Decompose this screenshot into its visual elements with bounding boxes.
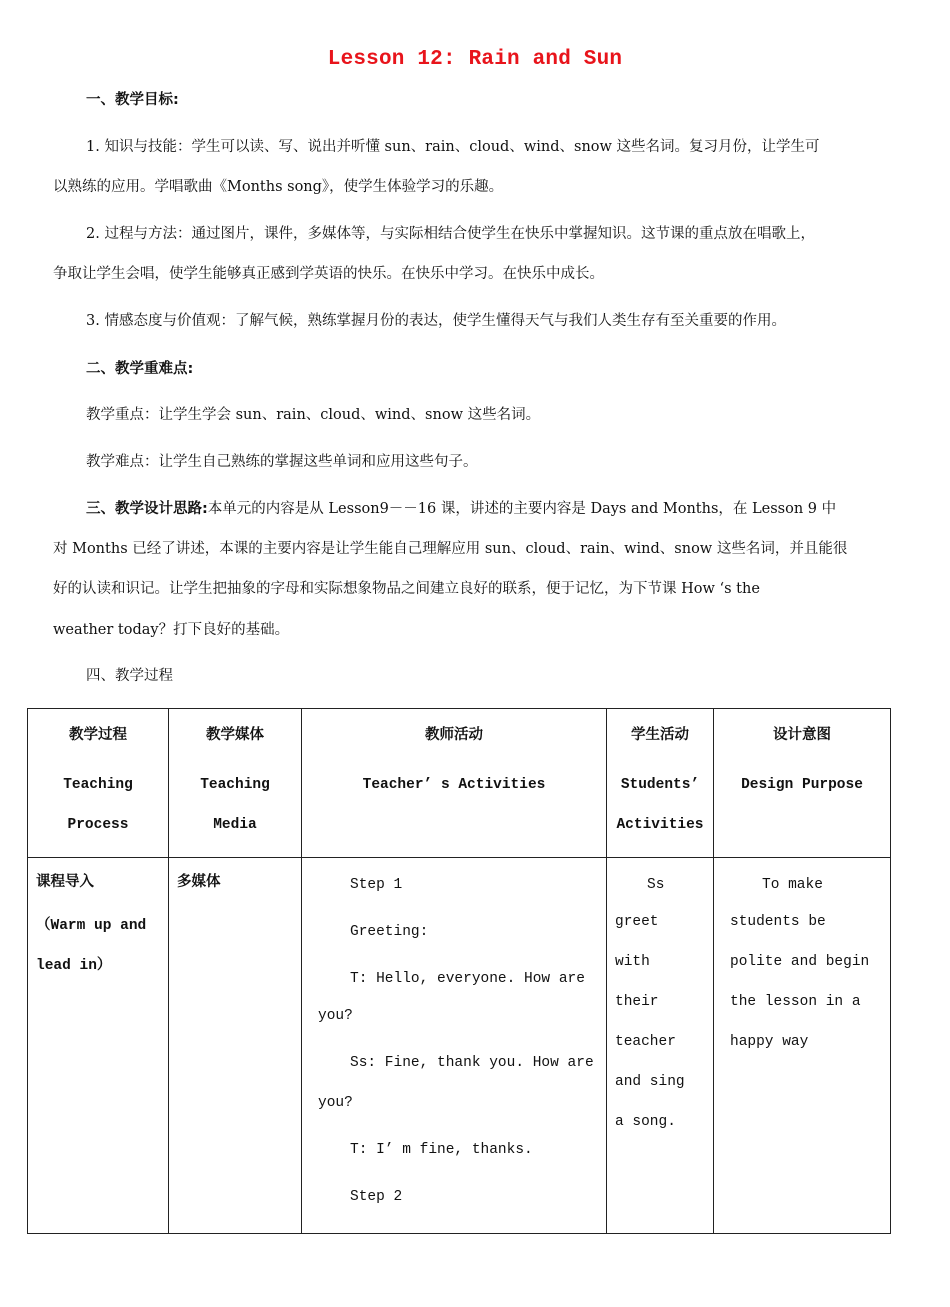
header-media-zh: 教学媒体 (206, 727, 264, 743)
teacher-line: Ss: Fine, thank you. How are (350, 1055, 594, 1071)
purpose-line: students be (730, 914, 826, 930)
teacher-line: Step 2 (350, 1189, 403, 1205)
student-line: Ss (647, 877, 665, 893)
header-teacher-activities (302, 709, 607, 858)
header-process-zh: 教学过程 (69, 727, 127, 743)
section-heading-process: 四、教学过程 (86, 668, 173, 684)
table-header-row (28, 709, 891, 858)
cell-student-activities (607, 858, 714, 1234)
teacher-line: you? (318, 1008, 353, 1024)
section-heading-objectives: 一、教学目标: (86, 92, 179, 108)
objective-3: 3. 情感态度与价值观：了解气候，熟练掌握月份的表达，使学生懂得天气与我们人类生存有至关重要的作用。 (86, 313, 786, 329)
header-teacher-zh: 教师活动 (425, 727, 483, 743)
student-line: and sing (615, 1074, 685, 1090)
page-title: Lesson 12: Rain and Sun (327, 48, 623, 71)
header-teacher-en1: Teacher’ s Activities (362, 777, 546, 793)
cell-teacher-activities (302, 858, 607, 1234)
design-idea-line-4: weather today？打下良好的基础。 (53, 622, 290, 638)
objective-1-line-1: 1. 知识与技能：学生可以读、写、说出并听懂 sun、rain、cloud、wind、snow 这些名词。复习月份，让学生可 (86, 139, 820, 155)
header-teaching-process (28, 709, 169, 858)
design-idea-text-1: 本单元的内容是从 Lesson9－－16 课，讲述的主要内容是 Days and Months，在 Lesson 9 中 (207, 501, 837, 517)
purpose-line: To make (762, 877, 823, 893)
teacher-line: T: Hello, everyone. How are (350, 971, 585, 987)
process-zh: 课程导入 (36, 874, 94, 890)
design-idea-line-1 (86, 497, 836, 518)
section-heading-design-idea: 三、教学设计思路: (86, 501, 208, 517)
header-student-activities (607, 709, 714, 858)
header-purpose-zh: 设计意图 (773, 727, 831, 743)
purpose-line: polite and begin (730, 954, 870, 970)
teacher-line: Step 1 (350, 877, 403, 893)
cell-media (169, 858, 302, 1234)
student-line: their (615, 994, 659, 1010)
student-line: teacher (615, 1034, 676, 1050)
header-purpose-en1: Design Purpose (741, 777, 863, 793)
header-student-en2: Activities (616, 817, 704, 833)
header-process-en1: Teaching (63, 777, 133, 793)
objective-2-line-2: 争取让学生会唱，使学生能够真正感到学英语的快乐。在快乐中学习。在快乐中成长。 (53, 266, 604, 282)
teacher-line: you? (318, 1095, 353, 1111)
process-en-2: lead in） (36, 958, 112, 974)
header-design-purpose (714, 709, 891, 858)
section-heading-key-points: 二、教学重难点: (86, 361, 194, 377)
design-idea-line-3: 好的认读和识记。让学生把抽象的字母和实际想象物品之间建立良好的联系，便于记忆，为下节课 How ‘s the (53, 581, 760, 597)
media-zh: 多媒体 (177, 874, 221, 890)
teaching-process-table (27, 708, 891, 1234)
teacher-line: T: I’ m fine, thanks. (350, 1142, 533, 1158)
cell-design-purpose (714, 858, 891, 1234)
teacher-line: Greeting: (350, 924, 429, 940)
purpose-line: the lesson in a (730, 994, 861, 1010)
table-row (28, 858, 891, 1234)
purpose-line: happy way (730, 1034, 809, 1050)
student-line: greet (615, 914, 659, 930)
process-en-1: （Warm up and (36, 918, 147, 934)
header-media-en2: Media (213, 817, 257, 833)
header-student-en1: Students’ (620, 777, 700, 793)
header-process-en2: Process (67, 817, 129, 833)
design-idea-line-2: 对 Months 已经了讲述，本课的主要内容是让学生能自己理解应用 sun、cloud、rain、wind、snow 这些名词，并且能很 (53, 541, 848, 557)
student-line: with (615, 954, 650, 970)
header-student-zh: 学生活动 (631, 727, 689, 743)
key-point: 教学重点：让学生学会 sun、rain、cloud、wind、snow 这些名词。 (86, 407, 541, 423)
header-media-en1: Teaching (200, 777, 270, 793)
difficult-point: 教学难点：让学生自己熟练的掌握这些单词和应用这些句子。 (86, 454, 478, 470)
cell-process (28, 858, 169, 1234)
student-line: a song. (615, 1114, 676, 1130)
objective-2-line-1: 2. 过程与方法：通过图片，课件，多媒体等，与实际相结合使学生在快乐中掌握知识。这节课的重点放在唱歌上， (86, 226, 815, 242)
header-teaching-media (169, 709, 302, 858)
objective-1-line-2: 以熟练的应用。学唱歌曲《Months song》，使学生体验学习的乐趣。 (53, 179, 504, 195)
